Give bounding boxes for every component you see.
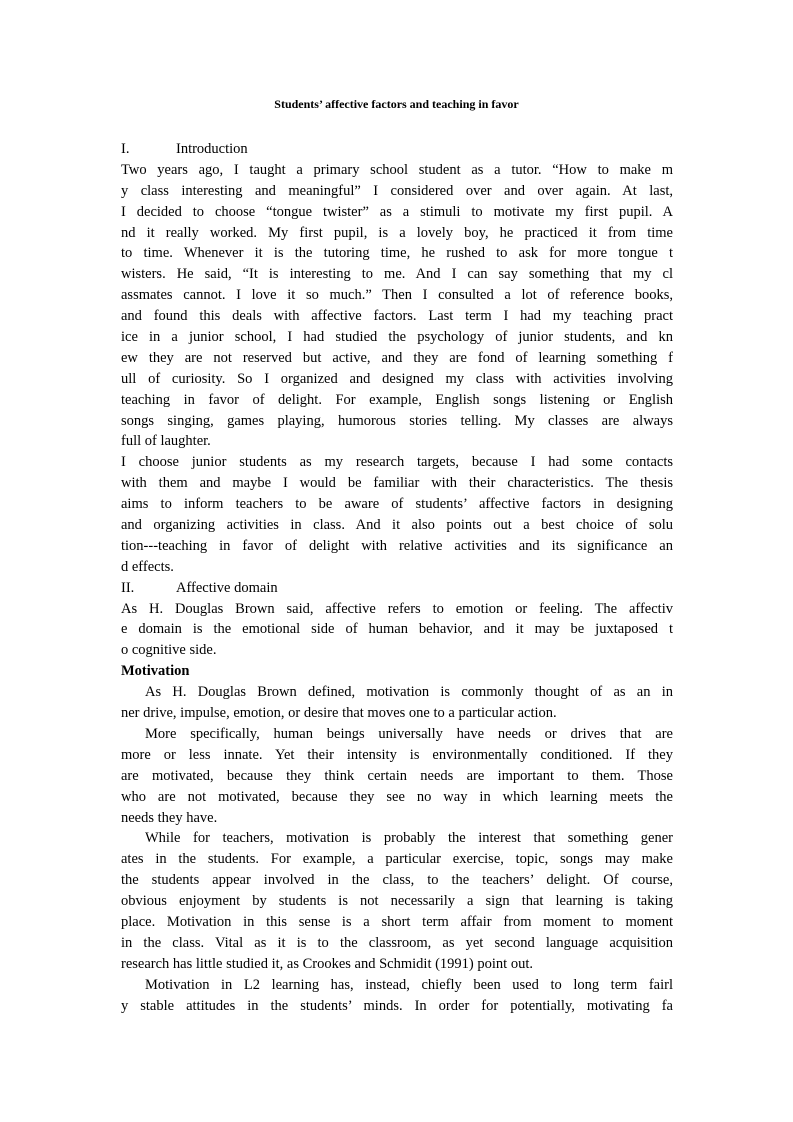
- text-line: with them and maybe I would be familiar with their characteristics. The thesis: [121, 475, 673, 492]
- section-title: Affective domain: [176, 579, 278, 596]
- text-line: place. Motivation in this sense is a short term affair from moment to moment: [121, 913, 673, 930]
- text-line: y stable attitudes in the students’ minds. In order for potentially, motivating fa: [121, 997, 673, 1014]
- paragraph-motivation-1: [121, 682, 673, 724]
- text-line: d effects.: [121, 558, 174, 575]
- text-line: nd it really worked. My first pupil, is a lovely boy, he practiced it from time: [121, 224, 673, 241]
- paragraph-motivation-3: [121, 828, 673, 974]
- text-line: ates in the students. For example, a particular exercise, topic, songs may make: [121, 851, 673, 868]
- text-line: As H. Douglas Brown said, affective refers to emotion or feeling. The affectiv: [121, 600, 673, 617]
- section-title: Introduction: [176, 141, 248, 157]
- text-line: aims to inform teachers to be aware of students’ affective factors in designing: [121, 496, 673, 513]
- text-line: and found this deals with affective factors. Last term I had my teaching pract: [121, 308, 673, 325]
- text-line: obvious enjoyment by students is not necessarily a sign that learning is taking: [121, 893, 673, 910]
- text-line: tion---teaching in favor of delight with relative activities and its significance an: [121, 537, 673, 554]
- text-line: teaching in favor of delight. For example, English songs listening or English: [121, 391, 673, 408]
- text-line: Motivation in L2 learning has, instead, chiefly been used to long term fairl: [145, 976, 673, 993]
- text-line: ice in a junior school, I had studied the psychology of junior students, and kn: [121, 329, 673, 346]
- text-line: needs they have.: [121, 809, 218, 826]
- text-line: full of laughter.: [121, 433, 211, 450]
- text-line: I decided to choose “tongue twister” as a stimuli to motivate my first pupil. A: [121, 203, 673, 220]
- paragraph-affective: [121, 599, 673, 662]
- paragraph-motivation-2: [121, 724, 673, 828]
- section-heading-affective-domain: [121, 578, 673, 599]
- text-line: o cognitive side.: [121, 642, 217, 659]
- text-line: y class interesting and meaningful” I considered over and over again. At last,: [121, 182, 673, 199]
- text-line: ner drive, impulse, emotion, or desire that moves one to a particular action.: [121, 705, 557, 722]
- text-line: in the class. Vital as it is to the classroom, as yet second language acquisition: [121, 934, 673, 951]
- text-line: songs singing, games playing, humorous stories telling. My classes are always: [121, 412, 673, 429]
- text-line: As H. Douglas Brown defined, motivation is commonly thought of as an in: [145, 684, 673, 701]
- document-body: [121, 139, 673, 1016]
- text-line: who are not motivated, because they see no way in which learning meets the: [121, 788, 673, 805]
- text-line: more or less innate. Yet their intensity is environmentally conditioned. If they: [121, 746, 673, 763]
- text-line: e domain is the emotional side of human behavior, and it may be juxtaposed t: [121, 621, 673, 638]
- section-number: II.: [121, 579, 135, 596]
- paragraph-motivation-4: [121, 975, 673, 1017]
- subheading-motivation: Motivation: [121, 663, 190, 680]
- text-line: to time. Whenever it is the tutoring time, he rushed to ask for more tongue t: [121, 245, 673, 262]
- text-line: and organizing activities in class. And it also points out a best choice of solu: [121, 517, 673, 534]
- text-line: More specifically, human beings universally have needs or drives that are: [145, 725, 673, 742]
- text-line: the students appear involved in the class, to the teachers’ delight. Of course,: [121, 872, 673, 889]
- text-line: Two years ago, I taught a primary school student as a tutor. “How to make m: [121, 161, 673, 178]
- text-line: wisters. He said, “It is interesting to me. And I can say something that my cl: [121, 266, 673, 283]
- text-line: research has little studied it, as Crookes and Schmidit (1991) point out.: [121, 955, 533, 972]
- text-line: ull of curiosity. So I organized and designed my class with activities involving: [121, 370, 673, 387]
- paragraph-intro-2: [121, 452, 673, 577]
- paragraph-intro-1: [121, 160, 673, 452]
- section-heading-introduction: [121, 139, 673, 160]
- text-line: ew they are not reserved but active, and they are fond of learning something f: [121, 349, 673, 366]
- text-line: are motivated, because they think certain needs are important to them. Those: [121, 767, 673, 784]
- section-number: I.: [121, 141, 130, 157]
- text-line: While for teachers, motivation is probably the interest that something gener: [145, 830, 673, 847]
- text-line: assmates cannot. I love it so much.” Then I consulted a lot of reference books,: [121, 287, 673, 304]
- text-line: I choose junior students as my research targets, because I had some contacts: [121, 454, 673, 471]
- document-title: Students’ affective factors and teaching in favor: [274, 97, 519, 111]
